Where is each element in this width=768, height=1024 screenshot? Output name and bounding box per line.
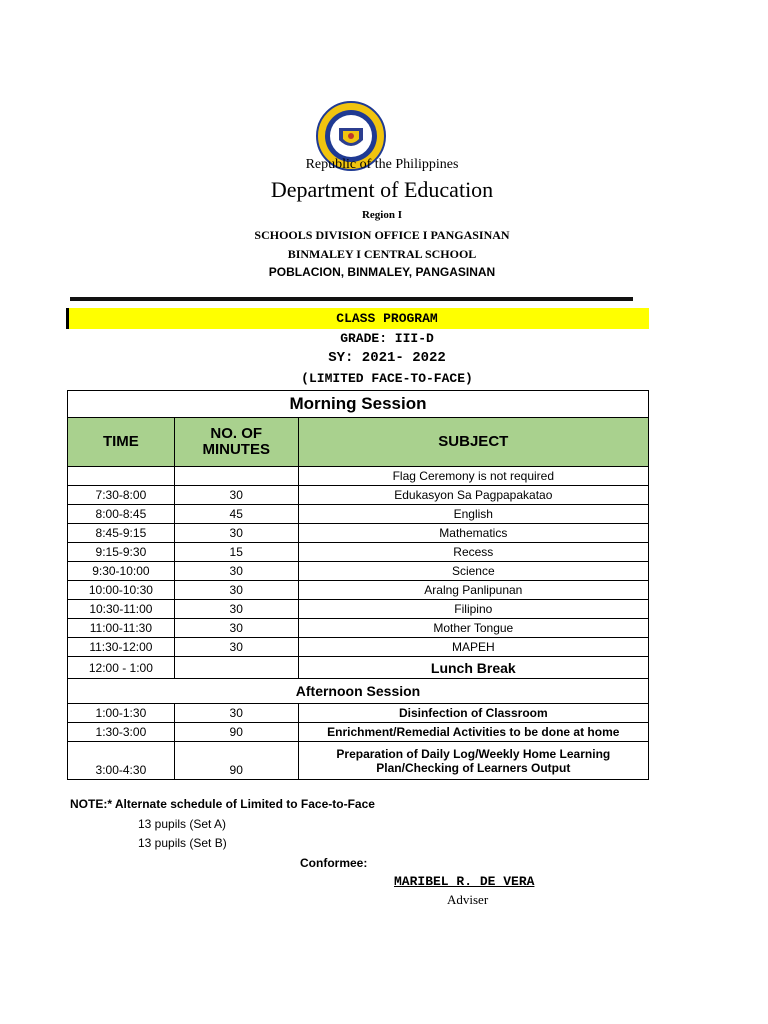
header-minutes-line1: NO. OF (210, 425, 263, 442)
subject-cell: Disinfection of Classroom (298, 704, 648, 723)
subject-cell: Aralng Panlipunan (298, 581, 648, 600)
time-cell: 9:30-10:00 (68, 562, 175, 581)
header-minutes-line2: MINUTES (202, 441, 270, 458)
division-text: SCHOOLS DIVISION OFFICE I PANGASINAN (254, 228, 510, 242)
subject-cell (298, 742, 648, 780)
minutes-cell: 30 (174, 524, 298, 543)
minutes-cell: 90 (174, 742, 298, 780)
subject-cell: Recess (298, 543, 648, 562)
minutes-cell (174, 467, 298, 486)
minutes-cell: 30 (174, 600, 298, 619)
minutes-cell: 90 (174, 723, 298, 742)
conformee-label: Conformee: (300, 856, 368, 870)
time-cell: 10:00-10:30 (68, 581, 175, 600)
subject-cell: Science (298, 562, 648, 581)
time-cell: 3:00-4:30 (68, 742, 175, 780)
class-program-title: CLASS PROGRAM (336, 311, 438, 326)
header-minutes (174, 418, 298, 467)
table-row (68, 524, 649, 543)
grade-text: GRADE: III-D (340, 331, 434, 346)
time-cell: 1:30-3:00 (68, 723, 175, 742)
minutes-cell: 30 (174, 486, 298, 505)
adviser-position: Adviser (447, 892, 489, 907)
set-b-text: 13 pupils (Set B) (138, 836, 227, 850)
time-cell: 9:15-9:30 (68, 543, 175, 562)
header-divider (70, 297, 633, 301)
address-text: POBLACION, BINMALEY, PANGASINAN (268, 265, 496, 279)
table-row (68, 486, 649, 505)
table-row (68, 742, 649, 780)
subject-cell: Mother Tongue (298, 619, 648, 638)
set-a-text: 13 pupils (Set A) (138, 817, 227, 831)
note-text: NOTE:* Alternate schedule of Limited to Face-to-Face (70, 797, 375, 811)
minutes-cell (174, 657, 298, 679)
minutes-cell: 30 (174, 704, 298, 723)
region-text: Region I (361, 209, 403, 221)
subject-cell: Filipino (298, 600, 648, 619)
subject-cell: Lunch Break (298, 657, 648, 679)
time-cell: 10:30-11:00 (68, 600, 175, 619)
time-cell: 12:00 - 1:00 (68, 657, 175, 679)
table-row (68, 543, 649, 562)
department-title: Department of Education (270, 177, 494, 202)
mode-text: (LIMITED FACE-TO-FACE) (301, 371, 473, 386)
minutes-cell: 30 (174, 562, 298, 581)
subject-cell: English (298, 505, 648, 524)
header-subject: SUBJECT (298, 418, 648, 467)
table-row (68, 505, 649, 524)
header-time: TIME (68, 418, 175, 467)
time-cell (68, 467, 175, 486)
subject-cell: MAPEH (298, 638, 648, 657)
time-cell: 7:30-8:00 (68, 486, 175, 505)
table-row (68, 467, 649, 486)
time-cell: 11:00-11:30 (68, 619, 175, 638)
time-cell: 11:30-12:00 (68, 638, 175, 657)
table-row (68, 562, 649, 581)
time-cell: 8:00-8:45 (68, 505, 175, 524)
minutes-cell: 15 (174, 543, 298, 562)
subject-line-1: Preparation of Daily Log/Weekly Home Learning (336, 746, 611, 761)
table-row (68, 704, 649, 723)
subject-cell: Mathematics (298, 524, 648, 543)
table-row (68, 581, 649, 600)
minutes-cell: 30 (174, 581, 298, 600)
minutes-cell: 30 (174, 638, 298, 657)
table-row (68, 600, 649, 619)
adviser-name: MARIBEL R. DE VERA (394, 874, 535, 889)
table-row (68, 619, 649, 638)
subject-cell: Flag Ceremony is not required (298, 467, 648, 486)
subject-cell: Edukasyon Sa Pagpapakatao (298, 486, 648, 505)
school-text: BINMALEY I CENTRAL SCHOOL (287, 247, 477, 261)
subject-line-2: Plan/Checking of Learners Output (376, 760, 571, 775)
school-year-text: SY: 2021- 2022 (328, 350, 446, 366)
minutes-cell: 30 (174, 619, 298, 638)
republic-text: Republic of the Philippines (305, 157, 459, 172)
morning-session-title: Morning Session (68, 391, 649, 418)
minutes-cell: 45 (174, 505, 298, 524)
time-cell: 8:45-9:15 (68, 524, 175, 543)
schedule-table (67, 390, 649, 780)
subject-cell: Enrichment/Remedial Activities to be done at home (298, 723, 648, 742)
lunch-row (68, 657, 649, 679)
table-row (68, 638, 649, 657)
time-cell: 1:00-1:30 (68, 704, 175, 723)
table-row (68, 723, 649, 742)
afternoon-session-title: Afternoon Session (68, 679, 649, 704)
